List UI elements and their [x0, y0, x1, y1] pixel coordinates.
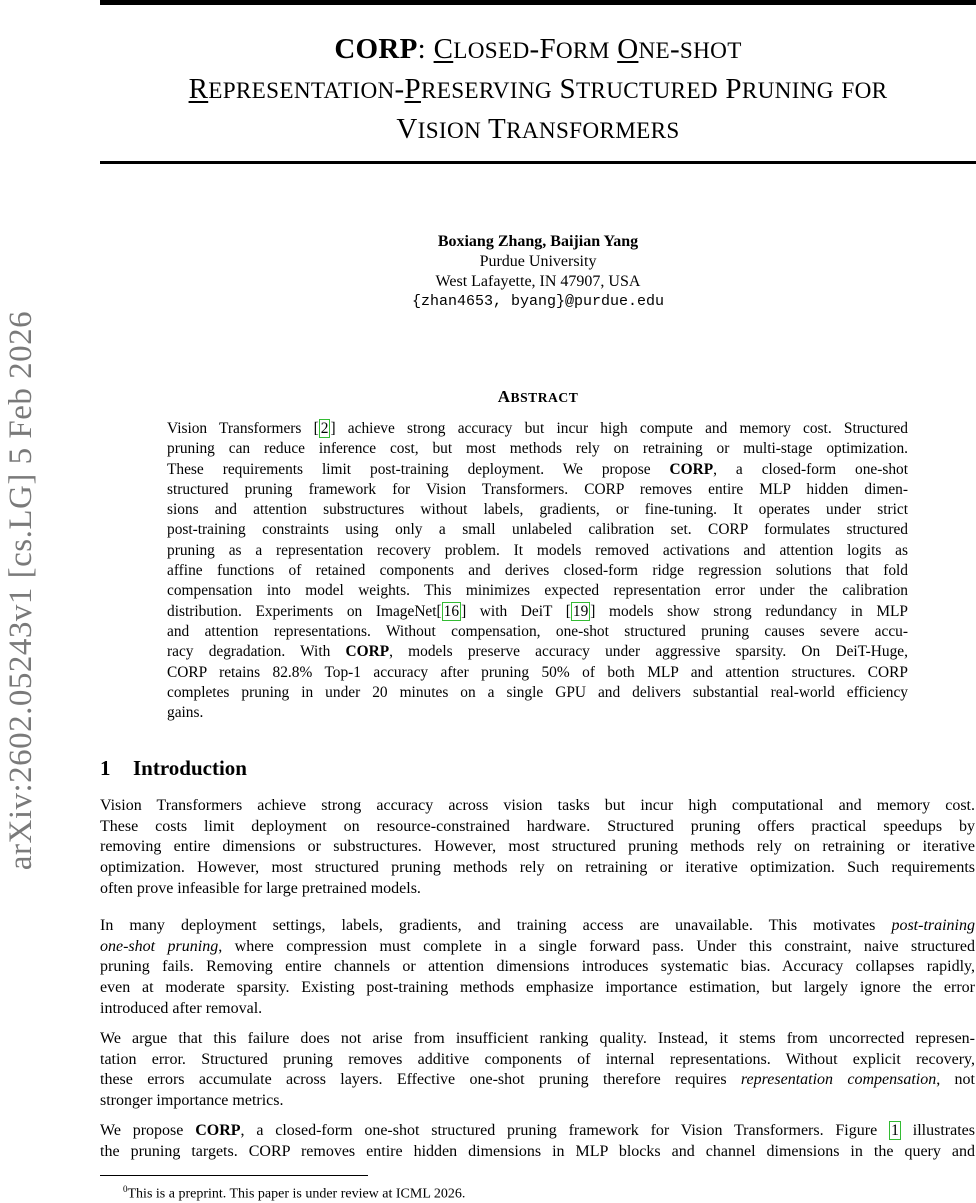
body-line: Vision Transformers achieve strong accuracy across vision tasks but incur high computational and memory cost. — [100, 797, 975, 814]
footnote-mark: 0 — [123, 1184, 128, 1194]
location: West Lafayette, IN 47907, USA — [435, 273, 641, 290]
body-line: pruning fails. Removing entire channels or attention dimensions introduces systematic bias. Accuracy collapses rapidly, — [100, 958, 975, 976]
abstract-line: Vision Transformers [ 2 ] achieve strong accuracy but incur high compute and memory cost. Structured — [167, 420, 908, 437]
abstract-body — [167, 419, 908, 723]
intro-paragraph-1 — [100, 796, 975, 900]
body-line: We propose CORP, a closed-form one-shot structured pruning framework for Vision Transformers. Figure 1 illustrates — [100, 1122, 975, 1139]
abstract-line: structured pruning framework for Vision Transformers. CORP removes entire MLP hidden dimen- — [167, 480, 908, 498]
abstract-heading: ABSTRACT — [497, 387, 579, 406]
abstract-line: and attention representations. Without compensation, one-shot structured pruning causes severe accu- — [167, 622, 908, 640]
body-line: even at moderate sparsity. Existing post-training methods emphasize importance estimation, but largely ignore the error — [100, 979, 975, 997]
body-line: one-shot pruning, where compression must complete in a single forward pass. Under this constraint, naive structured — [100, 937, 976, 955]
section-title: Introduction — [133, 756, 247, 780]
author-names: Boxiang Zhang, Baijian Yang — [437, 233, 639, 250]
citation-link[interactable]: 16 — [443, 602, 460, 620]
body-line: the pruning targets. CORP removes entire hidden dimensions in MLP blocks and channel dimensions in the query and — [100, 1142, 975, 1160]
body-line: optimization. However, most structured pruning methods rely on retraining or iterative optimization. Such requirements — [100, 859, 975, 877]
section-heading-introduction — [100, 756, 247, 781]
affiliation: Purdue University — [479, 253, 597, 270]
body-line: These costs limit deployment on resource-constrained hardware. Structured pruning offers practical speedups by — [100, 817, 975, 835]
author-block — [100, 232, 976, 312]
abstract-line: completes pruning in under 20 minutes on a single GPU and delivers substantial real-world efficiency — [167, 683, 908, 701]
body-line: often prove infeasible for large pretrained models. — [100, 879, 421, 897]
abstract-line: pruning can reduce inference cost, but most methods rely on retraining or multi-stage optimization. — [167, 440, 908, 458]
footnote-rule — [100, 1175, 368, 1176]
title-line-3: VISION TRANSFORMERS — [396, 113, 680, 145]
intro-paragraph-2 — [100, 916, 975, 1020]
title-line-2: REPRESENTATION-PRESERVING STRUCTURED PRUNING FOR — [188, 73, 888, 105]
section-number: 1 — [100, 756, 111, 780]
intro-paragraph-3 — [100, 1029, 975, 1112]
title-bottom-rule — [100, 161, 976, 164]
citation-link[interactable]: 19 — [572, 602, 589, 620]
abstract-line: affine functions of retained components and derives closed-form ridge regression solutions that fold — [167, 562, 908, 580]
footnote — [123, 1181, 465, 1203]
abstract-line: post-training constraints using only a small unlabeled calibration set. CORP formulates structured — [167, 521, 908, 539]
abstract-line: distribution. Experiments on ImageNet[ 16 ] with DeiT [ 19 ] models show strong redundancy in MLP — [167, 602, 908, 620]
abstract-line: compensation into model weights. This minimizes expected representation error under the calibration — [167, 582, 908, 600]
body-line: stronger importance metrics. — [100, 1092, 284, 1110]
body-line: tation error. Structured pruning removes additive components of internal representations. Without explicit recovery, — [100, 1050, 975, 1068]
title-top-rule — [100, 0, 976, 5]
title-line-1: CORP: CLOSED-FORM ONE-SHOT — [334, 33, 742, 65]
abstract-line: racy degradation. With CORP, models preserve accuracy under aggressive sparsity. On DeiT-Huge, — [167, 643, 908, 661]
intro-paragraph-4 — [100, 1121, 975, 1162]
abstract-line: sions and attention substructures without labels, gradients, or fine-tuning. It operates under strict — [167, 501, 908, 519]
citation-link[interactable]: 2 — [320, 420, 329, 437]
paper-title — [100, 30, 976, 150]
body-line: introduced after removal. — [100, 999, 263, 1017]
abstract-line: These requirements limit post-training deployment. We propose CORP, a closed-form one-shot — [167, 460, 908, 478]
author-email[interactable]: {zhan4653, byang}@purdue.edu — [411, 293, 665, 310]
abstract-line: CORP retains 82.8% Top-1 accuracy after pruning 50% of both MLP and attention structures. CORP — [167, 663, 908, 681]
body-line: We argue that this failure does not arise from insufficient ranking quality. Instead, it stems from uncorrected represen- — [100, 1030, 975, 1047]
body-line: removing entire dimensions or substructures. However, most structured pruning methods rely on retraining or iterative — [100, 838, 975, 856]
abstract-line: pruning as a representation recovery problem. It models removed activations and attention logits as — [167, 541, 908, 559]
body-line: these errors accumulate across layers. Effective one-shot pruning therefore requires representation compensation, not — [100, 1071, 975, 1089]
arxiv-identifier: arXiv:2602.05243v1 [cs.LG] 5 Feb 2026 — [3, 310, 40, 870]
abstract-line: gains. — [167, 704, 204, 722]
footnote-text: This is a preprint. This paper is under review at ICML 2026. — [127, 1186, 466, 1202]
figure-link[interactable]: 1 — [890, 1122, 899, 1139]
body-line: In many deployment settings, labels, gradients, and training access are unavailable. This motivates post-training — [100, 917, 975, 934]
